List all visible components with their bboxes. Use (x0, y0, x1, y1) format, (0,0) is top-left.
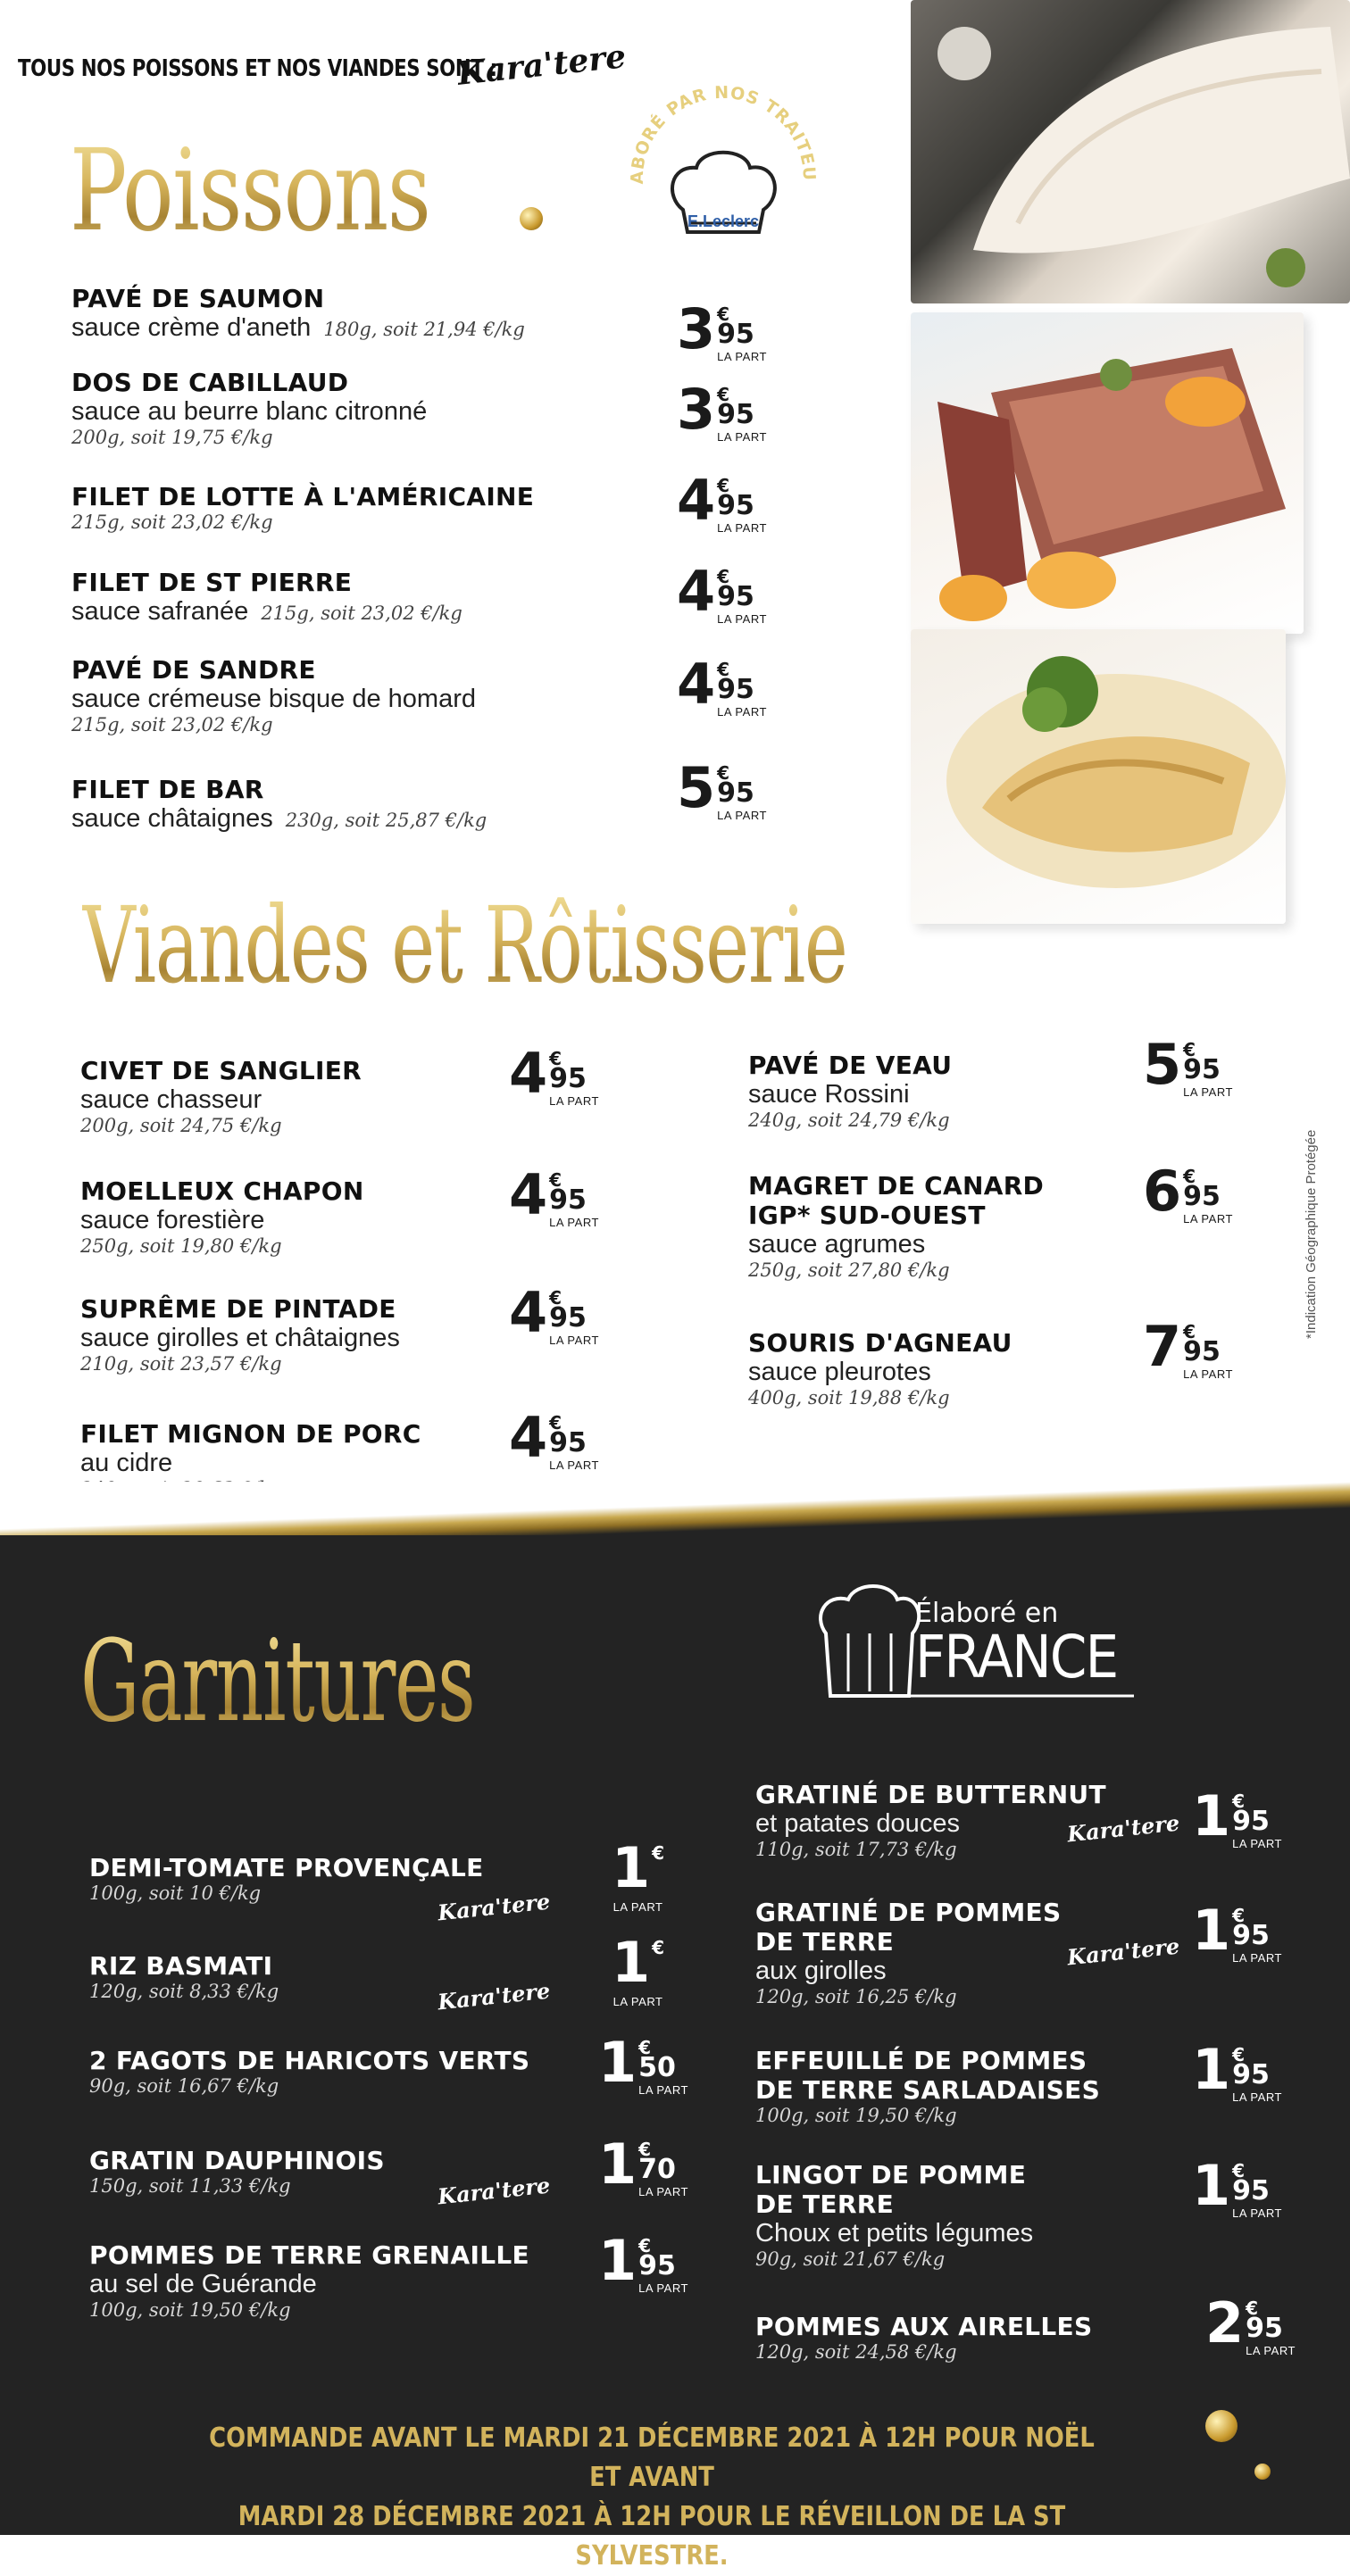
price-integer: 4 (509, 1280, 548, 1345)
price-cents: 95 (1232, 1920, 1270, 1951)
price-tag (1205, 2290, 1296, 2357)
price-tag (1192, 2037, 1282, 2104)
product-name: GRATINÉ DE POMMES (755, 1898, 1062, 1927)
price-tag (677, 755, 767, 822)
price-unit: LA PART (1246, 2344, 1296, 2357)
currency-symbol: € (1232, 2160, 1246, 2181)
price-tag (677, 652, 767, 719)
product-weight: 200g, soit 24,75 €/kg (80, 1115, 282, 1136)
product-sauce: sauce agrumes (748, 1230, 926, 1259)
gold-bauble-icon (520, 207, 543, 230)
product-fagots-haricots (89, 2046, 529, 2097)
product-civet-sanglier (80, 1056, 362, 1136)
product-moelleux-chapon (80, 1176, 364, 1257)
badge-text: ABORÉ PAR NOS TRAITEU (627, 82, 820, 185)
product-weight: 90g, soit 16,67 €/kg (89, 2075, 279, 2097)
product-weight: 100g, soit 19,50 €/kg (755, 2105, 957, 2126)
product-name: FILET DE BAR (71, 775, 264, 804)
price-unit: LA PART (717, 705, 767, 719)
price-cents: 95 (549, 1302, 587, 1334)
leclerc-logo: E.Leclerc (687, 212, 760, 230)
product-sauce: sauce forestière (80, 1206, 265, 1234)
product-pommes-airelles (755, 2312, 1092, 2363)
product-lingot-pomme (755, 2160, 1033, 2270)
product-name: PAVÉ DE VEAU (748, 1051, 953, 1080)
product-sauce: et patates douces (755, 1809, 960, 1838)
price-unit: LA PART (1232, 1837, 1282, 1850)
price-unit: LA PART (1183, 1367, 1233, 1381)
section-title-poissons: Poissons (70, 125, 430, 256)
price-unit: LA PART (717, 521, 767, 535)
product-weight: 180g, soit 21,94 €/kg (323, 319, 525, 340)
price-integer: 5 (1143, 1032, 1182, 1097)
product-name: FILET MIGNON DE PORC (80, 1419, 421, 1449)
price-integer: 1 (598, 2030, 638, 2095)
product-name-line2: DE TERRE (755, 2190, 894, 2219)
currency-symbol: € (717, 659, 730, 680)
product-sauce: sauce crémeuse bisque de homard (71, 685, 476, 713)
price-unit: LA PART (1232, 1951, 1282, 1965)
product-supreme-pintade (80, 1294, 400, 1375)
product-riz-basmati (89, 1951, 279, 2002)
price-unit: LA PART (549, 1094, 599, 1108)
product-weight: 200g, soit 19,75 €/kg (71, 427, 273, 448)
product-weight: 250g, soit 27,80 €/kg (748, 1259, 950, 1281)
product-filet-lotte (71, 482, 534, 533)
price-unit: LA PART (638, 2083, 688, 2097)
footer-line-1: COMMANDE AVANT LE MARDI 21 DÉCEMBRE 2021 À 12H POUR NOËL ET AVANT (209, 2422, 1095, 2493)
price-cents: 95 (1246, 2313, 1283, 2344)
price-cents: 95 (549, 1427, 587, 1458)
photo-fish-fillet (911, 0, 1350, 303)
product-magret-canard (748, 1171, 1044, 1281)
product-name: LINGOT DE POMME (755, 2160, 1027, 2190)
product-weight: 210g, soit 23,57 €/kg (80, 1353, 282, 1375)
product-name-line2: DE TERRE SARLADAISES (755, 2075, 1101, 2105)
product-pommes-grenaille (89, 2240, 529, 2321)
product-sauce: au cidre (80, 1449, 173, 1477)
karactere-logo: Kara'tere (436, 1888, 552, 1926)
price-tag (1143, 1314, 1233, 1381)
france-label-small: Élaboré en (915, 1598, 1059, 1629)
footer-line-2: MARDI 28 DÉCEMBRE 2021 À 12H POUR LE RÉVEILLON DE LA ST SYLVESTRE. (238, 2501, 1066, 2572)
price-integer: 4 (677, 468, 716, 533)
karactere-logo: Kara'tere (1065, 1932, 1181, 1971)
price-unit: LA PART (549, 1216, 599, 1229)
price-integer: 4 (509, 1162, 548, 1227)
price-tag (1143, 1032, 1233, 1099)
price-unit: LA PART (1232, 2206, 1282, 2220)
price-integer: 6 (1143, 1159, 1182, 1224)
price-cents: 95 (1183, 1336, 1221, 1367)
price-integer: 3 (677, 377, 716, 442)
price-integer: 1 (598, 2131, 638, 2197)
currency-symbol: € (549, 1169, 562, 1191)
product-weight: 230g, soit 25,87 €/kg (285, 810, 488, 831)
price-integer: 1 (1192, 2037, 1231, 2102)
price-tag (1192, 2153, 1282, 2220)
price-cents: 95 (1232, 1806, 1270, 1837)
product-name: PAVÉ DE SANDRE (71, 655, 316, 685)
igp-footnote: *Indication Géographique Protégée (1304, 1129, 1319, 1339)
price-tag (1192, 1898, 1282, 1965)
price-cents: 50 (638, 2052, 676, 2083)
product-pave-sandre (71, 655, 476, 735)
karactere-logo: Kara'tere (436, 2172, 552, 2210)
product-weight: 90g, soit 21,67 €/kg (755, 2248, 946, 2270)
product-name: SOURIS D'AGNEAU (748, 1328, 1012, 1358)
product-weight: 120g, soit 16,25 €/kg (755, 1986, 957, 2007)
section-title-garnitures: Garnitures (80, 1616, 475, 1747)
chef-hat-icon (621, 62, 826, 277)
product-sauce: sauce Rossini (748, 1080, 910, 1109)
currency-symbol: € (1246, 2298, 1259, 2319)
product-weight: 215g, soit 23,02 €/kg (71, 714, 273, 735)
price-cents: 95 (549, 1184, 587, 1216)
price-cents: 95 (1183, 1181, 1221, 1212)
product-name: SUPRÊME DE PINTADE (80, 1294, 396, 1324)
price-cents: 95 (1183, 1054, 1221, 1085)
price-cents: 70 (638, 2154, 676, 2185)
currency-symbol: € (549, 1048, 562, 1069)
currency-symbol: € (1232, 1791, 1246, 1812)
price-tag (1192, 1783, 1282, 1850)
product-filet-st-pierre (71, 568, 462, 627)
price-integer: 4 (509, 1041, 548, 1106)
product-name: POMMES AUX AIRELLES (755, 2312, 1093, 2341)
currency-symbol: € (1183, 1321, 1196, 1342)
price-tag (598, 2131, 688, 2198)
price-cents: 95 (717, 399, 754, 430)
price-unit: LA PART (549, 1458, 599, 1472)
price-tag (598, 2030, 688, 2097)
product-weight: 120g, soit 24,58 €/kg (755, 2341, 957, 2363)
price-integer: 1 (598, 2228, 638, 2293)
currency-symbol: € (549, 1287, 562, 1309)
traiteur-badge (621, 62, 826, 277)
karactere-logo: Kara'tere (1065, 1809, 1181, 1848)
price-unit: LA PART (638, 2281, 688, 2295)
price-cents: 95 (717, 777, 754, 809)
product-gratin-dauphinois (89, 2146, 385, 2197)
product-souris-agneau (748, 1328, 1012, 1408)
price-unit: LA PART (638, 2185, 688, 2198)
price-tag (677, 559, 767, 626)
price-unit: LA PART (612, 1995, 663, 2008)
price-tag (509, 1162, 599, 1229)
price-tag (598, 2228, 688, 2295)
price-cents: 95 (717, 490, 754, 521)
price-unit: LA PART (717, 350, 767, 363)
price-tag (677, 296, 767, 363)
product-sauce: sauce chasseur (80, 1085, 262, 1114)
currency-symbol: € (652, 1842, 665, 1864)
price-tag (509, 1280, 599, 1347)
currency-symbol: € (638, 2235, 652, 2256)
photo-duck-magret (911, 312, 1304, 634)
product-sauce: aux girolles (755, 1957, 887, 1985)
price-unit: LA PART (1183, 1085, 1233, 1099)
currency-symbol: € (652, 1937, 665, 1958)
product-name: 2 FAGOTS DE HARICOTS VERTS (89, 2046, 530, 2075)
price-integer: 4 (677, 559, 716, 624)
price-cents: 95 (549, 1063, 587, 1094)
product-weight: 100g, soit 19,50 €/kg (89, 2299, 291, 2321)
france-label-big: FRANCE (915, 1623, 1118, 1691)
product-gratine-butternut (755, 1780, 1106, 1860)
currency-symbol: € (1232, 1905, 1246, 1926)
product-name: CIVET DE SANGLIER (80, 1056, 362, 1085)
product-dos-cabillaud (71, 368, 427, 448)
product-weight: 110g, soit 17,73 €/kg (755, 1839, 957, 1860)
header-tagline: TOUS NOS POISSONS ET NOS VIANDES SONT : (18, 55, 497, 82)
product-name: FILET DE LOTTE À L'AMÉRICAINE (71, 482, 535, 511)
price-integer: 1 (612, 1835, 651, 1900)
product-sauce: sauce châtaignes (71, 804, 273, 833)
price-tag (509, 1405, 599, 1472)
currency-symbol: € (717, 384, 730, 405)
product-sauce: sauce pleurotes (748, 1358, 931, 1386)
product-name: GRATINÉ DE BUTTERNUT (755, 1780, 1106, 1809)
karactere-logo: Kara'tere (436, 1977, 552, 2015)
product-name: DOS DE CABILLAUD (71, 368, 349, 397)
product-name: MOELLEUX CHAPON (80, 1176, 364, 1206)
product-weight: 250g, soit 19,80 €/kg (80, 1235, 282, 1257)
product-weight: 120g, soit 8,33 €/kg (89, 1981, 279, 2002)
product-weight: 215g, soit 23,02 €/kg (261, 602, 462, 624)
price-tag (612, 1930, 665, 2008)
price-unit: LA PART (612, 1900, 663, 1914)
product-weight: 150g, soit 11,33 €/kg (89, 2175, 291, 2197)
product-name: EFFEUILLÉ DE POMMES (755, 2046, 1088, 2075)
product-name: DEMI-TOMATE PROVENÇALE (89, 1853, 484, 1882)
product-sauce: au sel de Guérande (89, 2270, 317, 2298)
product-name-line2: DE TERRE (755, 1927, 894, 1957)
currency-symbol: € (717, 762, 730, 784)
product-weight: 215g, soit 23,02 €/kg (71, 511, 273, 533)
price-cents: 95 (717, 319, 754, 350)
currency-symbol: € (549, 1412, 562, 1433)
karactere-logo: Kara'tere (455, 37, 629, 93)
price-cents: 95 (717, 581, 754, 612)
price-integer: 3 (677, 296, 716, 361)
product-name: RIZ BASMATI (89, 1951, 273, 1981)
product-name: GRATIN DAUPHINOIS (89, 2146, 385, 2175)
price-unit: LA PART (549, 1334, 599, 1347)
currency-symbol: € (1183, 1039, 1196, 1060)
price-unit: LA PART (1232, 2090, 1282, 2104)
product-pave-veau (748, 1051, 952, 1131)
product-name: PAVÉ DE SAUMON (71, 284, 325, 313)
currency-symbol: € (1183, 1166, 1196, 1187)
price-integer: 4 (509, 1405, 548, 1470)
product-weight: 240g, soit 24,79 €/kg (748, 1109, 950, 1131)
price-unit: LA PART (717, 809, 767, 822)
currency-symbol: € (1232, 2044, 1246, 2065)
price-tag (677, 468, 767, 535)
product-filet-bar (71, 775, 487, 834)
gold-bauble-icon (1205, 2410, 1238, 2442)
price-integer: 1 (1192, 1783, 1231, 1849)
product-sauce: sauce au beurre blanc citronné (71, 397, 428, 426)
product-name: MAGRET DE CANARD (748, 1171, 1045, 1201)
price-tag (677, 377, 767, 444)
product-sauce: Choux et petits légumes (755, 2219, 1034, 2248)
product-pave-saumon (71, 284, 525, 343)
product-name: POMMES DE TERRE GRENAILLE (89, 2240, 529, 2270)
gold-bauble-icon (1254, 2464, 1271, 2480)
price-integer: 5 (677, 755, 716, 820)
product-name: FILET DE ST PIERRE (71, 568, 353, 597)
product-sauce: sauce crème d'aneth (71, 313, 312, 342)
price-unit: LA PART (717, 612, 767, 626)
price-integer: 4 (677, 652, 716, 717)
price-tag (612, 1835, 665, 1914)
product-gratine-pommes (755, 1898, 1061, 2007)
price-cents: 95 (1232, 2175, 1270, 2206)
price-unit: LA PART (1183, 1212, 1233, 1226)
product-sauce: sauce girolles et châtaignes (80, 1324, 400, 1352)
price-integer: 1 (612, 1930, 651, 1995)
price-cents: 95 (1232, 2059, 1270, 2090)
currency-symbol: € (717, 566, 730, 587)
price-integer: 1 (1192, 1898, 1231, 1963)
currency-symbol: € (638, 2139, 652, 2160)
price-unit: LA PART (717, 430, 767, 444)
product-weight: 100g, soit 10 €/kg (89, 1882, 262, 1904)
order-deadline-notice (206, 2419, 1097, 2576)
product-name-line2: IGP* SUD-OUEST (748, 1201, 986, 1230)
product-weight: 400g, soit 19,88 €/kg (748, 1387, 950, 1408)
price-tag (1143, 1159, 1233, 1226)
price-tag (509, 1041, 599, 1108)
currency-symbol: € (638, 2037, 652, 2058)
price-cents: 95 (717, 674, 754, 705)
price-integer: 1 (1192, 2153, 1231, 2218)
currency-symbol: € (717, 303, 730, 325)
price-integer: 7 (1143, 1314, 1182, 1379)
product-sauce: sauce safranée (71, 597, 249, 626)
photo-potato-gratin (911, 629, 1286, 924)
product-effeuille-pommes (755, 2046, 1100, 2126)
price-integer: 2 (1205, 2290, 1245, 2356)
price-cents: 95 (638, 2250, 676, 2281)
currency-symbol: € (717, 475, 730, 496)
section-title-viandes: Viandes et Rôtisserie (82, 884, 847, 1007)
